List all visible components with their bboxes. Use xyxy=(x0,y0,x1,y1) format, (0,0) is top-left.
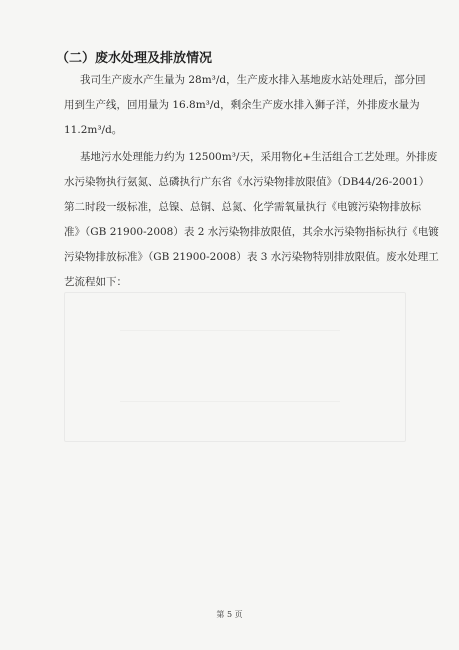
paragraph-2-line-3: 第二时段一级标准，总镍、总铜、总氮、化学需氧量执行《电镀污染物排放标 xyxy=(64,201,421,213)
paragraph-2-line-5: 污染物排放标准》（GB 21900-2008）表 3 水污染物特别排放限值。废水处理工 xyxy=(64,251,439,263)
paragraph-1-line-3: 11.2m³/d。 xyxy=(64,124,123,136)
bleed-through-shadow-inner xyxy=(120,330,340,402)
paragraph-2-line-6: 艺流程如下： xyxy=(64,276,127,288)
paragraph-2-line-1: 基地污水处理能力约为 12500m³/天，采用物化+生活组合工艺处理。外排废 xyxy=(80,151,438,163)
page-number: 第 5 页 xyxy=(216,610,243,619)
section-heading: （二）废水处理及排放情况 xyxy=(56,51,213,66)
paragraph-1-line-1: 我司生产废水产生量为 28m³/d，生产废水排入基地废水站处理后，部分回 xyxy=(80,74,426,86)
paragraph-2-line-4: 准》（GB 21900-2008）表 2 水污染物排放限值，其余水污染物指标执行《电镀 xyxy=(64,226,439,238)
paragraph-1-line-2: 用到生产线，回用量为 16.8m³/d，剩余生产废水排入狮子洋，外排废水量为 xyxy=(64,99,420,111)
paragraph-2-line-2: 水污染物执行氨氮、总磷执行广东省《水污染物排放限值》（DB44/26-2001） xyxy=(64,176,430,188)
